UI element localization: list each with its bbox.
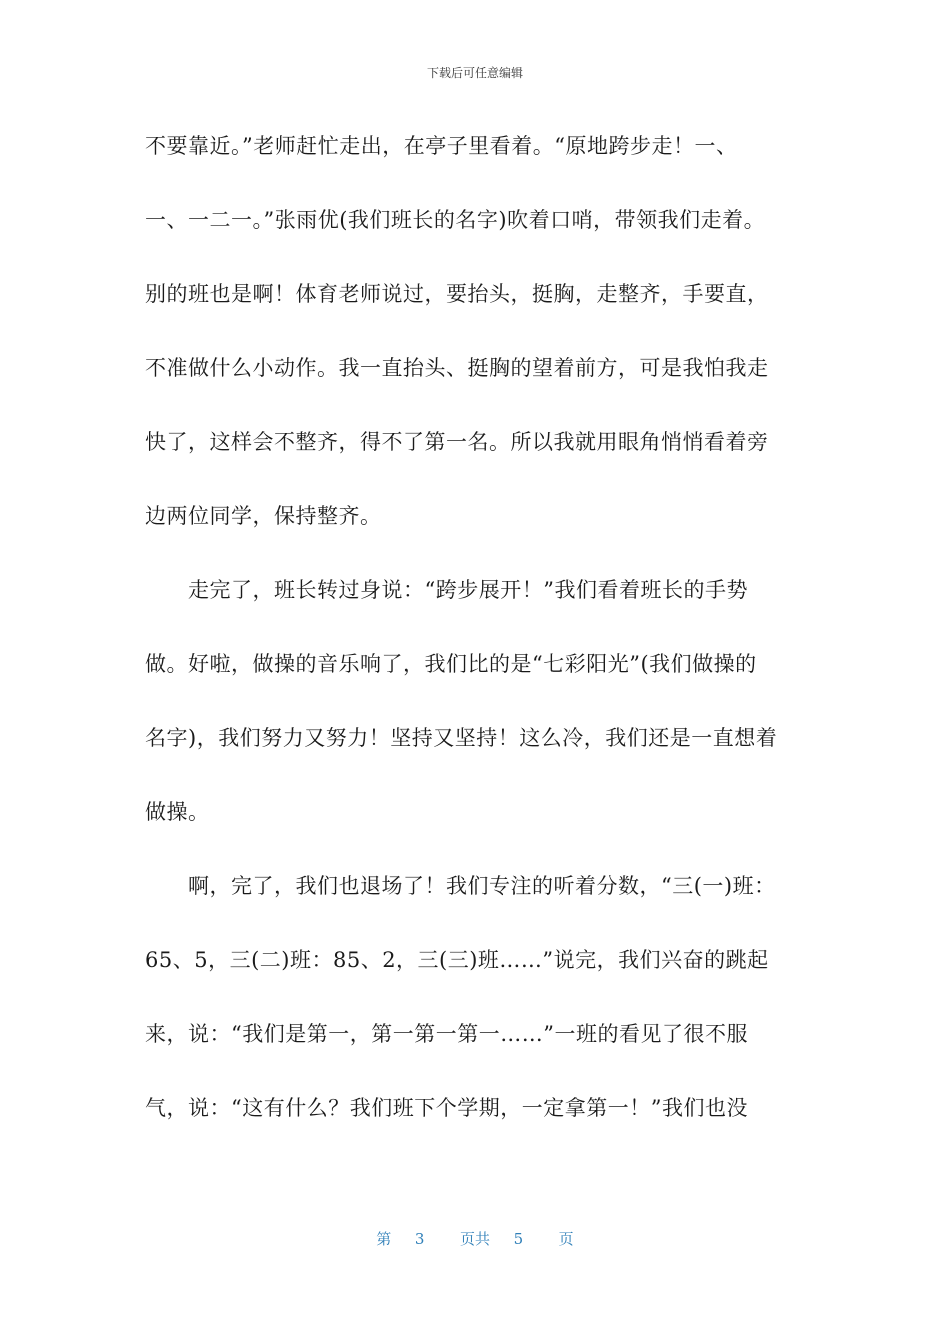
page-suffix: 页 bbox=[558, 1230, 574, 1248]
text-line: 别的班也是啊！体育老师说过，要抬头，挺胸，走整齐，手要直， bbox=[145, 282, 769, 306]
text-line: 不要靠近。”老师赶忙走出，在亭子里看着。“原地跨步走！一、 bbox=[145, 134, 738, 158]
page-mid-label: 页共 bbox=[459, 1230, 490, 1248]
page-prefix: 第 bbox=[376, 1230, 392, 1248]
text-line: 一、一二一。”张雨优(我们班长的名字)吹着口哨，带领我们走着。 bbox=[145, 208, 766, 232]
page-header: 下载后可任意编辑 bbox=[426, 66, 523, 80]
text-line: 做。好啦，做操的音乐响了，我们比的是“七彩阳光”(我们做操的 bbox=[145, 652, 757, 676]
text-line: 走完了，班长转过身说：“跨步展开！”我们看着班长的手势 bbox=[145, 578, 748, 602]
text-line: 气，说：“这有什么？我们班下个学期，一定拿第一！”我们也没 bbox=[145, 1096, 748, 1120]
text-line: 做操。 bbox=[145, 800, 210, 824]
document-body bbox=[145, 128, 815, 1164]
page-footer bbox=[0, 1228, 950, 1249]
text-line: 来，说：“我们是第一，第一第一第一……”一班的看见了很不服 bbox=[145, 1022, 748, 1046]
text-line: 65、5，三(二)班：85、2，三(三)班……”说完，我们兴奋的跳起 bbox=[145, 948, 769, 972]
current-page-number: 3 bbox=[414, 1230, 425, 1248]
total-pages-number: 5 bbox=[513, 1230, 524, 1248]
text-line: 不准做什么小动作。我一直抬头、挺胸的望着前方，可是我怕我走 bbox=[145, 356, 769, 380]
text-line: 啊，完了，我们也退场了！我们专注的听着分数，“三(一)班： bbox=[145, 874, 776, 898]
text-line: 快了，这样会不整齐，得不了第一名。所以我就用眼角悄悄看着旁 bbox=[145, 430, 769, 454]
text-line: 边两位同学，保持整齐。 bbox=[145, 504, 382, 528]
text-line: 名字)，我们努力又努力！坚持又坚持！这么冷，我们还是一直想着 bbox=[145, 726, 778, 750]
